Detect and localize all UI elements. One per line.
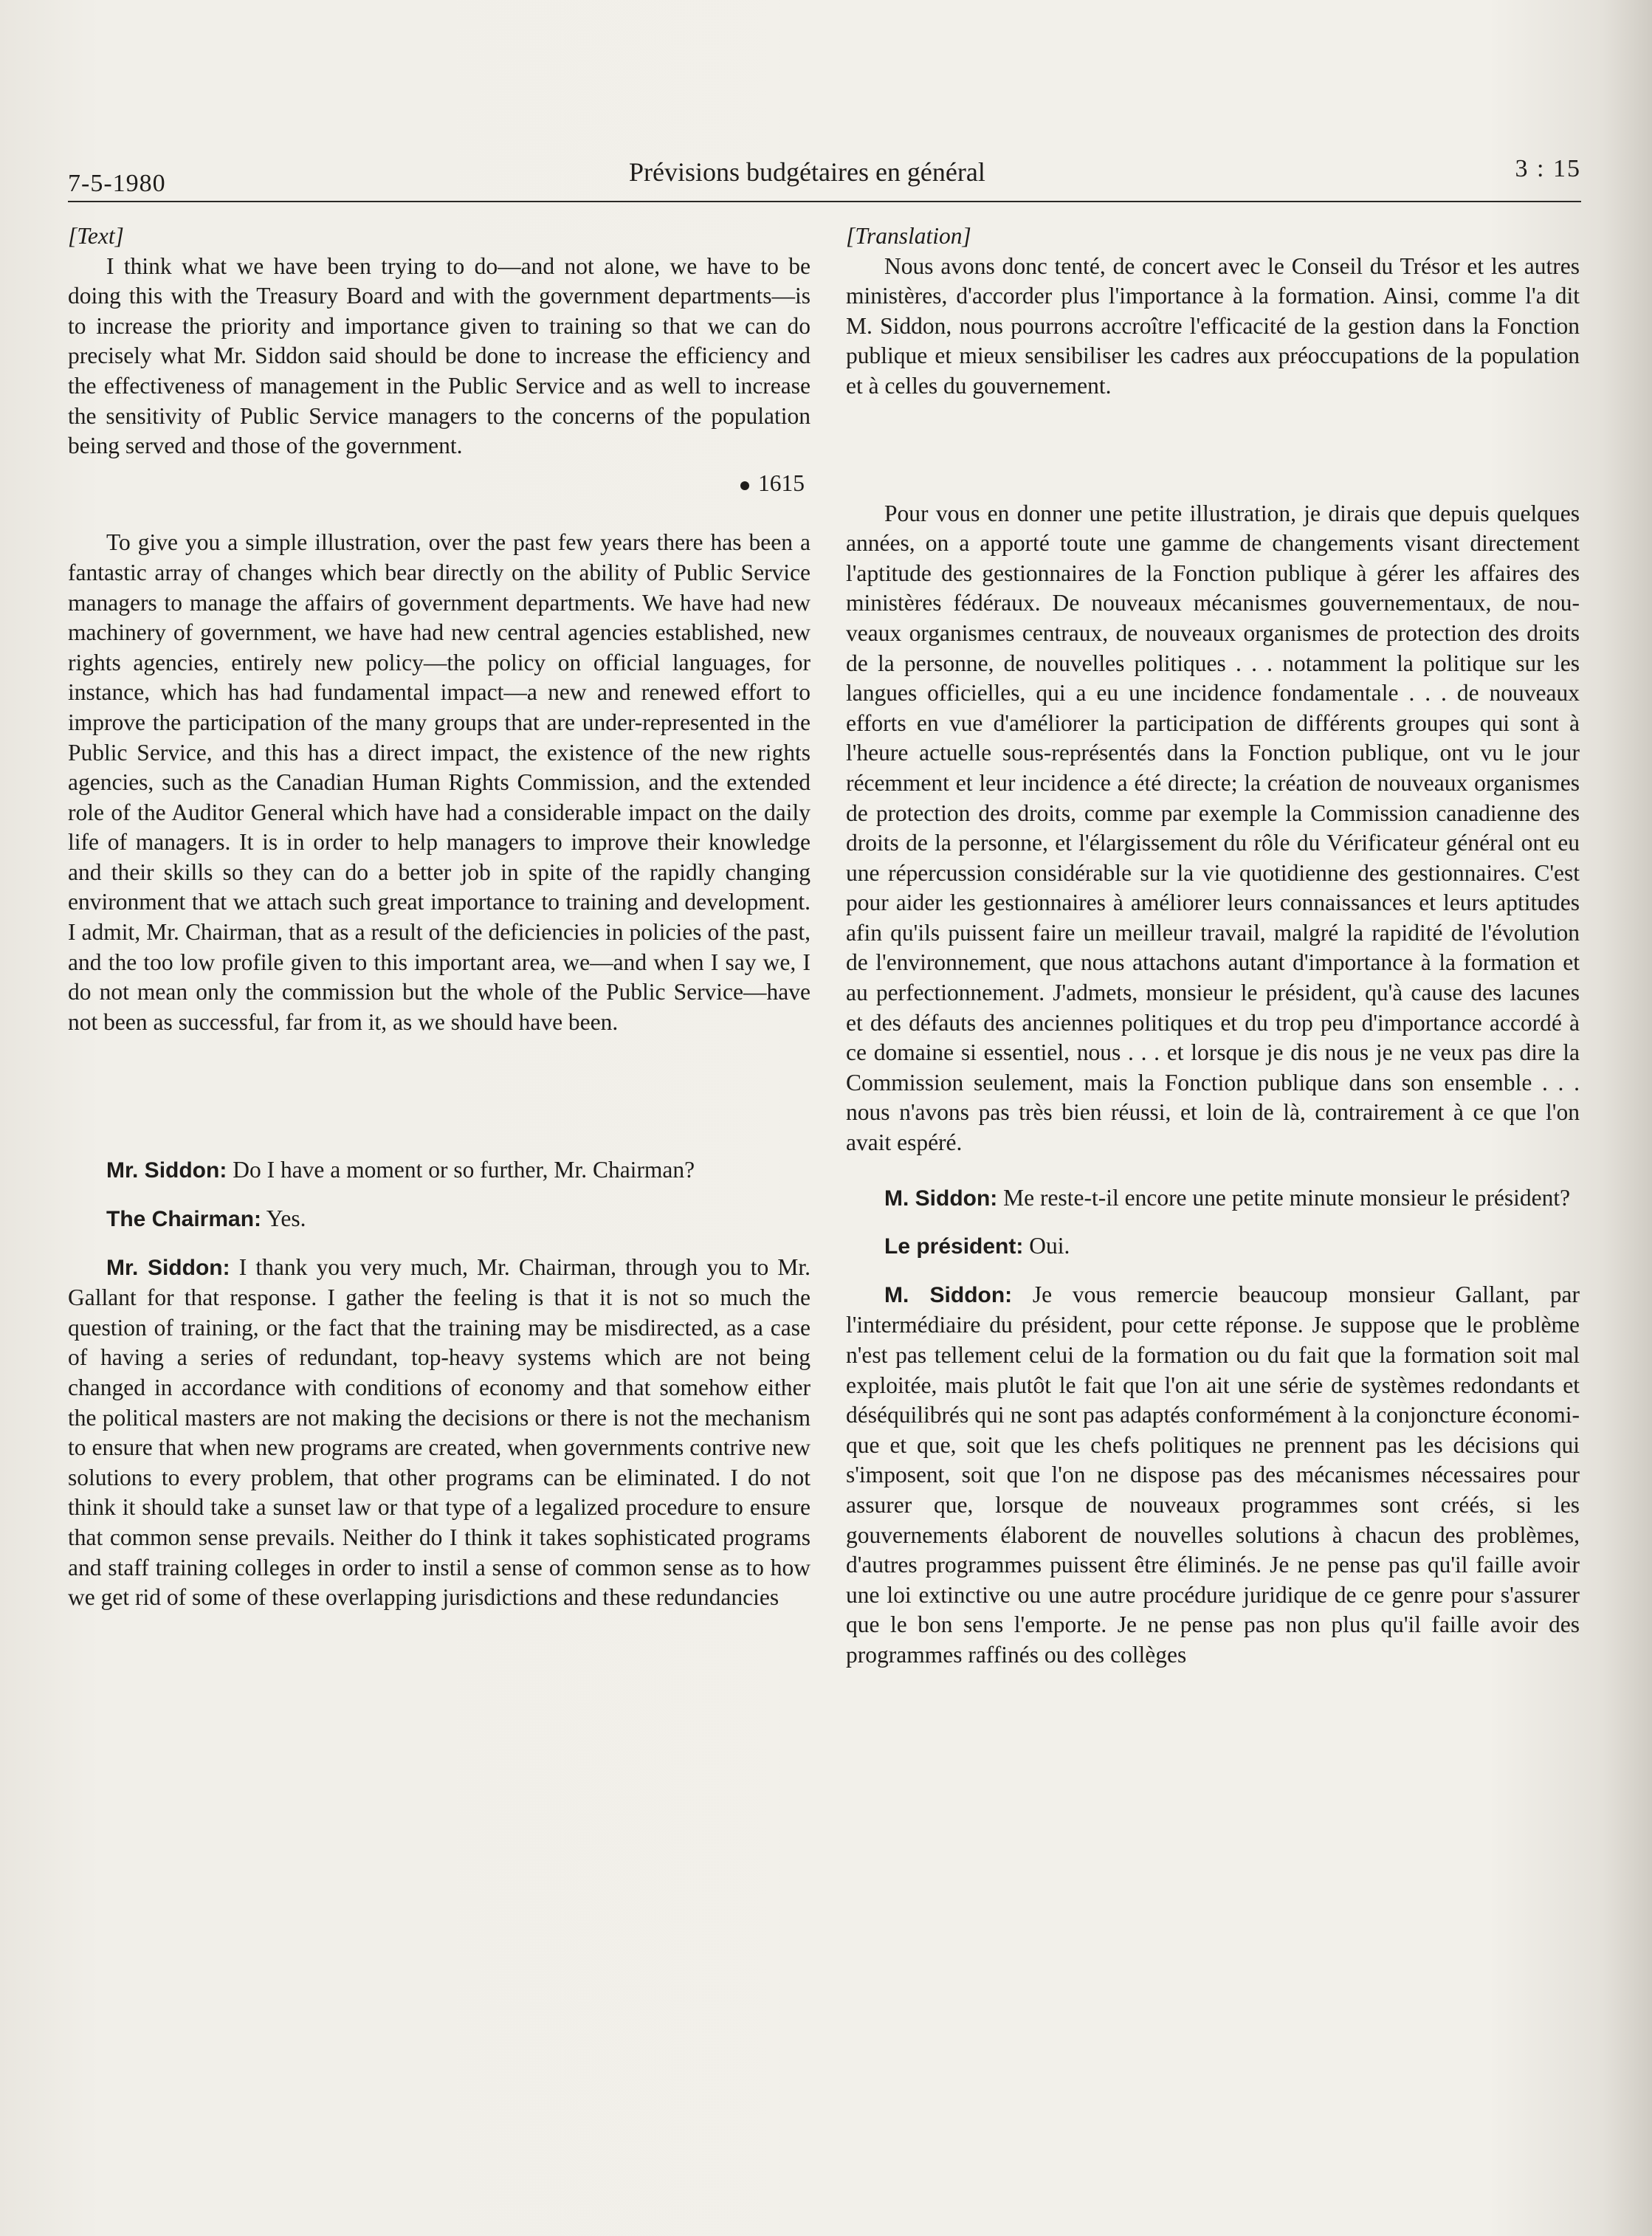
speech-text: Oui. <box>1029 1233 1070 1259</box>
speaker-name: Mr. Siddon: <box>106 1255 230 1280</box>
time-marker <box>68 469 810 499</box>
header-title: Prévisions budgétaires en général <box>629 157 985 187</box>
header-date: 7-5-1980 <box>68 170 166 197</box>
section-label-translation: [Translation] <box>846 223 971 249</box>
french-paragraph-2: Pour vous en donner une petite illustration, je dirais que depuis quelques années, on a apporté toute une gamme de changements visant directement l'aptitude des gestionnaires de la Fonction publique à gérer les affaires des ministères fédéraux. De nouveaux mécanismes gouvernementaux, de nouveaux organismes centraux, de nouveaux organismes de protection des droits de la personne, de nouvelles politiques . . . notamment la politique sur les langues officielles, qui a eu une incidence fondamentale . . . de nouveaux efforts en vue d'améliorer la participation de différents groupes qui sont à l'heure actuelle sous-représentés dans la Fonction publique, ont vu le jour récemment et leur incidence a été directe; la création de nouveaux organismes de protection des droits, comme par exemple la Commission canadienne des droits de la personne, et l'élargissement du rôle du Vérificateur général ont eu une répercussion considérable sur la vie quotidienne des gestionnaires. C'est pour aider les gestionnaires à améliorer leurs connaissances et leurs aptitudes afin qu'ils puissent faire un meilleur travail, malgré la rapidité de l'évolution de l'environnement, que nous attachons autant d'importance à la formation et au perfectionnement. J'admets, monsieur le président, qu'à cause des lacunes et des défauts des anciennes politiques et du trop peu d'importance accordé à ce domaine si essentiel, nous . . . et lorsque je dis nous je ne veux pas dire la Commission seulement, mais la Fonction publique dans son ensemble . . . nous n'avons pas très bien réussi, et loin de là, contrairement à ce que l'on avait espéré. <box>846 500 1580 1156</box>
speech-text: I thank you very much, Mr. Chairman, through you to Mr. Gallant for that response. I gather the feeling is that it is not so much the question of training, or the fact that the training may be misdirected, as a case of having a series of redundant, top-heavy systems which are not being changed in accordance with conditions of economy and that somehow either the political masters are not making the decisions or there is not the mechanism to ensure that when new programs are created, when governments contrive new solutions to every problem, that other programs can be eliminated. I do not think it should take a sunset law or that type of a legalized procedure to ensure that common sense prevails. Neither do I think it takes sophisticated programs and staff training colleges in order to instil a sense of common sense as to how we get rid of some of these overlapping jurisdictions and these redundancies <box>68 1253 811 1611</box>
speaker-name: The Chairman: <box>106 1207 262 1232</box>
speech-siddon-1 <box>68 1155 810 1186</box>
speech-text: Do I have a moment or so further, Mr. Chairman? <box>233 1157 695 1183</box>
speech-text: Je vous remercie beaucoup monsieur Gallant, par l'intermédiaire du président, pour cette réponse. Je suppose que le problème n'est pas tellement celui de la formation ou du fait que la formation soit mal exploitée, mais plutôt le fait que l'on ait une série de systèmes redondants et déséquilibrés qui ne sont pas adaptés conformément à la conjoncture économique et que, soit que les chefs politiques ne prennent pas les décisions qui s'imposent, soit que l'on ne dispose pas des mécanismes nécessaires pour assurer que, lorsque de nouveaux programmes sont créés, si les gouvernements élaborent de nouvelles solutions à chacun des problèmes, d'autres programmes puissent être éliminés. Je ne pense pas qu'il faille avoir une loi extinctive ou une autre procédure juridique de ce genre pour s'assurer que le bon sens l'emporte. Je ne pense pas non plus qu'il faille avoir des programmes raffinés ou des collèges <box>846 1281 1580 1668</box>
french-column <box>846 221 1580 1671</box>
speech-chairman <box>68 1204 810 1235</box>
bullet-dot-icon <box>740 481 749 490</box>
english-column <box>68 221 810 1613</box>
speech-president-fr <box>846 1231 1580 1262</box>
speech-siddon-1-fr <box>846 1183 1580 1214</box>
section-label-text: [Text] <box>68 223 124 249</box>
english-paragraph-2: To give you a simple illustration, over the past few years there has been a fantastic array of changes which bear directly on the ability of Public Service managers to manage the affairs of government departments. We have had new machinery of government, we have had new central agencies established, new rights agencies, entirely new policy—the policy on official languages, for instance, which has had fundamental impact—a new and renewed effort to improve the participation of the many groups that are under-represented in the Public Service, and this has a direct impact, the existence of the new rights agencies, such as the Canadian Human Rights Commission, and the extended role of the Auditor General which have had a considerable impact on the daily life of managers. It is in order to help managers to improve their knowledge and their skills so they can do a better job in spite of the rapidly changing environment that we attach such great importance to training and development. I admit, Mr. Chairman, that as a result of the deficiencies in policies of the past, and the too low profile given to this important area, we—and when I say we, I do not mean only the commission but the whole of the Public Service—have not been as successful, far from it, as we should have been. <box>68 529 810 1035</box>
speech-text: Yes. <box>266 1205 306 1232</box>
page-header <box>68 152 1581 202</box>
speech-siddon-2-fr <box>846 1280 1580 1671</box>
speaker-name: Mr. Siddon: <box>106 1158 227 1183</box>
speaker-name: M. Siddon: <box>884 1186 998 1211</box>
speech-siddon-2 <box>68 1253 810 1613</box>
french-paragraph-1: Nous avons donc tenté, de concert avec le Conseil du Trésor et les autres ministères, d'accorder plus l'importance à la formation. Ainsi, comme l'a dit M. Siddon, nous pourrons accroître l'efficacité de la gestion dans la Fonction publique et mieux sensibiliser les cadres aux préoccupations de la population et à celles du gouvernement. <box>846 252 1580 399</box>
speaker-name: Le président: <box>884 1234 1024 1259</box>
time-marker-value: 1615 <box>758 469 805 496</box>
speaker-name: M. Siddon: <box>884 1282 1013 1307</box>
header-page-number: 3 : 15 <box>1515 155 1581 182</box>
english-paragraph-1: I think what we have been trying to do—and not alone, we have to be doing this with the Treasury Board and with the government departments—is to increase the priority and importance given to training so that we can do precisely what Mr. Siddon said should be done to increase the efficiency and the effectiveness of management in the Public Service and as well to increase the sensitivity of Public Service managers to the concerns of the population being served and those of the government. <box>68 252 810 459</box>
speech-text: Me reste-t-il encore une petite minute monsieur le président? <box>1003 1184 1571 1211</box>
